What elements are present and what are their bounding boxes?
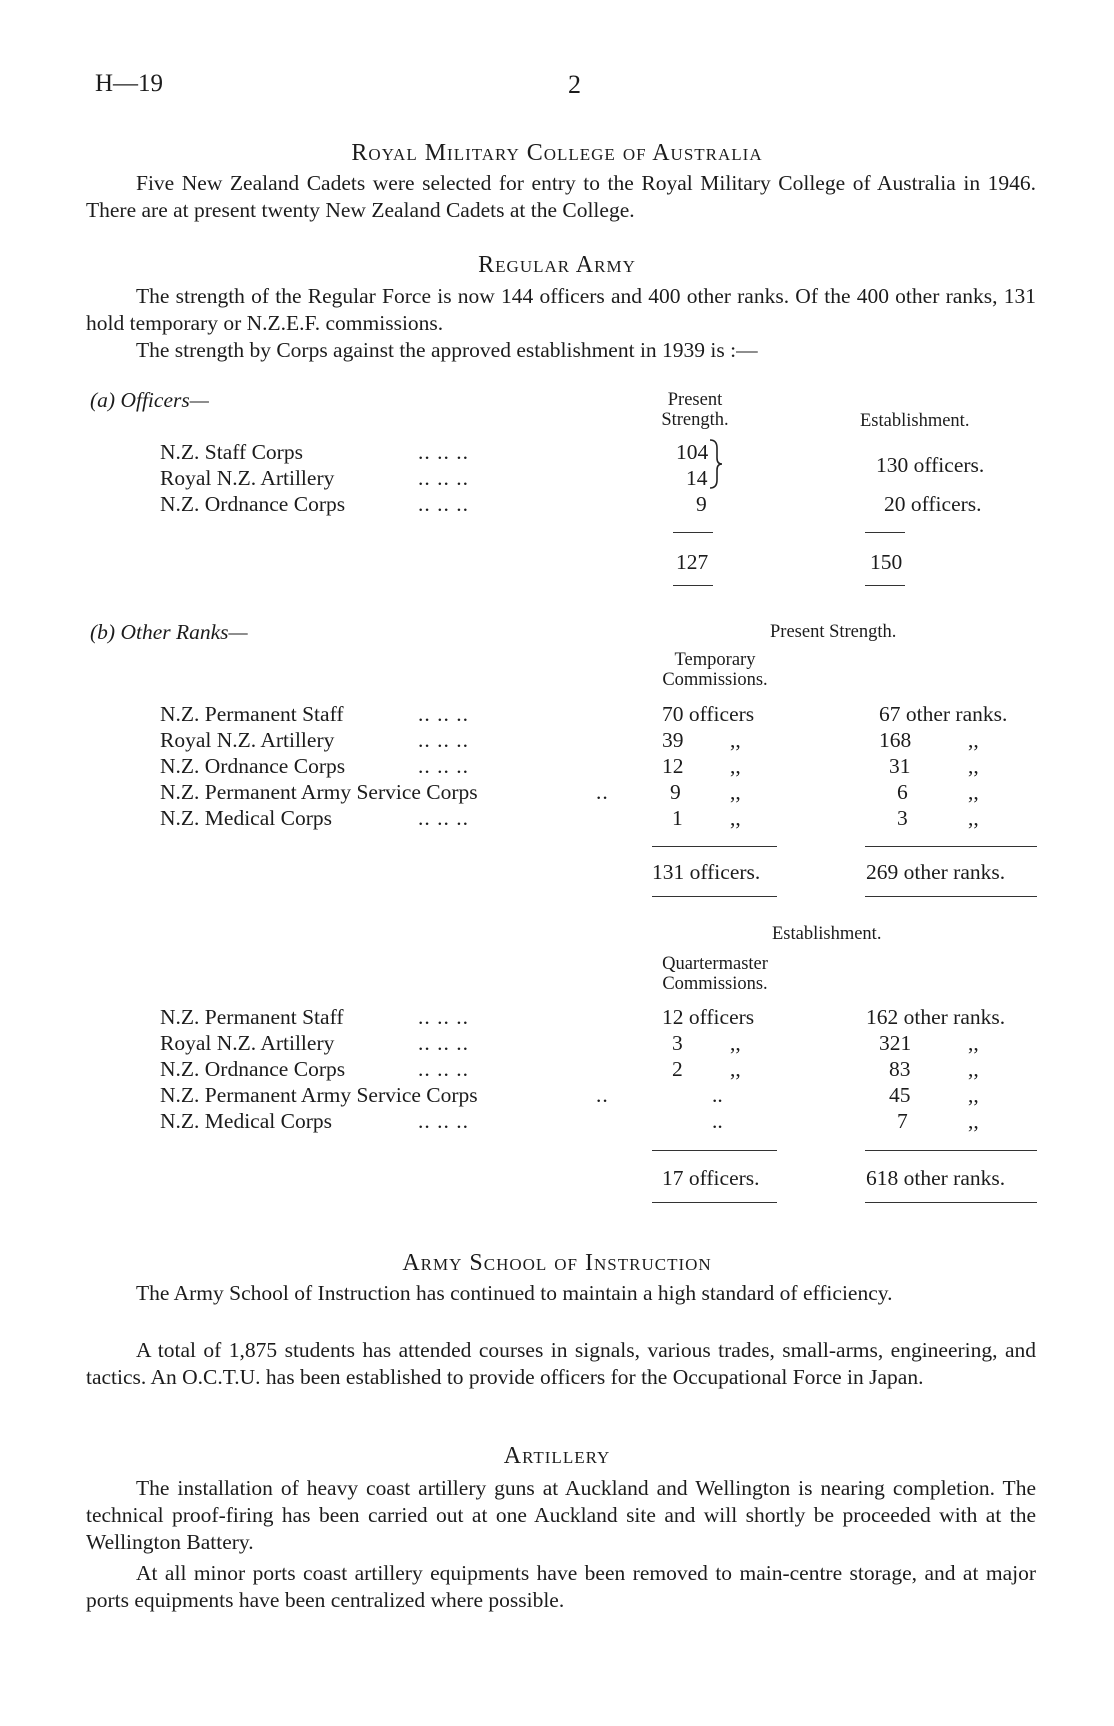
present-commissions: 12 [662,754,684,778]
officers-total-present: 127 [676,550,709,574]
temporary-commissions-heading: Temporary Commissions. [662,650,768,690]
present-corps: N.Z. Permanent Army Service Corps [160,780,478,804]
regular-army-heading: Regular Army [478,252,636,278]
ditto-mark: ,, [730,1057,741,1081]
present-other-ranks: 3 [897,806,908,830]
rule [865,585,905,586]
rule [652,1150,777,1151]
rule [865,846,1037,847]
artillery-paragraph-1: The installation of heavy coast artillery guns at Auckland and Wellington is nearing completion. The technical proof-firing has been carried out at one Auckland site and will shortly be proceeded with at the Wellington Battery. [86,1476,1036,1554]
rmc-paragraph: Five New Zealand Cadets were selected for entry to the Royal Military College of Australia in 1946. There are at present twenty New Zealand Cadets at the College. [86,171,1036,222]
officers-label [90,388,209,413]
establishment-corps: N.Z. Ordnance Corps [160,1057,346,1081]
present-total-commissions: 131 officers. [652,860,761,884]
ditto-mark: ,, [730,780,741,804]
establishment-total-ranks: 618 other ranks. [866,1166,1006,1190]
rule [652,896,777,897]
present-other-ranks: 6 [897,780,908,804]
leader-dots: .. .. .. [418,492,469,516]
establishment-corps: Royal N.Z. Artillery [160,1031,335,1055]
present-corps: Royal N.Z. Artillery [160,728,335,752]
leader-dots: .. .. .. [418,466,469,490]
present-other-ranks: 168 [879,728,912,752]
officers-col-present: Present Strength. [661,390,729,430]
establishment-other-ranks: 162 other ranks. [866,1005,1006,1029]
present-corps: N.Z. Permanent Staff [160,702,344,726]
officers-total-establishment: 150 [870,550,903,574]
establishment-commissions: 3 [672,1031,683,1055]
present-commissions: 70 officers [662,702,755,726]
establishment-commissions: 2 [672,1057,683,1081]
rule [673,532,713,533]
page-reference: H—19 [95,70,164,97]
present-commissions: 1 [672,806,683,830]
ditto-mark: ,, [730,728,741,752]
ditto-mark: ,, [968,780,979,804]
leader-dots: .. .. .. [418,806,469,830]
ditto-mark: ,, [968,1083,979,1107]
officers-col-establishment: Establishment. [860,411,970,431]
establishment-other-ranks: 83 [889,1057,911,1081]
present-commissions: 39 [662,728,684,752]
officers-corps: Royal N.Z. Artillery [160,466,335,490]
leader-dots: .. [596,1083,609,1107]
establishment-other-ranks: 45 [889,1083,911,1107]
rule [652,846,777,847]
officers-establishment-grouped: 130 officers. [876,453,985,477]
page-number: 2 [568,70,581,99]
rule [865,1150,1037,1151]
rule [865,532,905,533]
leader-dots: .. .. .. [418,754,469,778]
ditto-mark: ,, [968,1031,979,1055]
army-school-heading: Army School of Instruction [402,1250,712,1276]
officers-corps: N.Z. Staff Corps [160,440,303,464]
officers-establishment-ordnance: 20 officers. [884,492,982,516]
establishment-commissions: .. [712,1083,723,1107]
rule [673,585,713,586]
army-school-paragraph-1: The Army School of Instruction has continued to maintain a high standard of efficiency. [136,1281,893,1305]
regular-army-paragraph-1: The strength of the Regular Force is now 144 officers and 400 other ranks. Of the 400 other ranks, 131 hold temporary or N.Z.E.F. commissions. [86,284,1036,335]
present-other-ranks: 67 other ranks. [879,702,1008,726]
establishment-commissions: 12 officers [662,1005,755,1029]
ditto-mark: ,, [730,754,741,778]
leader-dots: .. .. .. [418,1057,469,1081]
establishment-other-ranks: 321 [879,1031,912,1055]
establishment-total-commissions: 17 officers. [662,1166,760,1190]
present-corps: N.Z. Medical Corps [160,806,332,830]
leader-dots: .. [596,780,609,804]
rule [652,1202,777,1203]
leader-dots: .. .. .. [418,1005,469,1029]
artillery-heading: Artillery [503,1443,611,1469]
ditto-mark: ,, [730,1031,741,1055]
leader-dots: .. .. .. [418,1031,469,1055]
officers-corps: N.Z. Ordnance Corps [160,492,346,516]
leader-dots: .. .. .. [418,728,469,752]
officers-present: 9 [696,492,707,516]
rule [865,896,1037,897]
officers-present: 104 [676,440,709,464]
artillery-paragraph-2: At all minor ports coast artillery equipments have been removed to main-centre storage, and at major ports equipments have been centralized where possible. [86,1561,1036,1612]
establishment-other-ranks: 7 [897,1109,908,1133]
ditto-mark: ,, [968,806,979,830]
leader-dots: .. .. .. [418,1109,469,1133]
establishment-corps: N.Z. Medical Corps [160,1109,332,1133]
leader-dots: .. .. .. [418,702,469,726]
ditto-mark: ,, [968,754,979,778]
establishment-heading: Establishment. [772,924,882,944]
ditto-mark: ,, [730,806,741,830]
other-ranks-label [90,620,248,645]
present-other-ranks: 31 [889,754,911,778]
establishment-corps: N.Z. Permanent Army Service Corps [160,1083,478,1107]
army-school-paragraph-2: A total of 1,875 students has attended courses in signals, various trades, small-arms, engineering, and tactics. An O.C.T.U. has been established to provide officers for the Occupational Force in Japan. [86,1338,1036,1389]
officers-label-text: Officers— [120,388,209,412]
rmc-heading: Royal Military College of Australia [351,140,763,166]
establishment-corps: N.Z. Permanent Staff [160,1005,344,1029]
ditto-mark: ,, [968,1057,979,1081]
other-ranks-label-prefix: (b) [90,620,116,644]
officers-present: 14 [686,466,708,490]
leader-dots: .. .. .. [418,440,469,464]
quartermaster-commissions-heading: Quartermaster Commissions. [662,954,768,994]
brace-icon [708,438,724,490]
present-total-ranks: 269 other ranks. [866,860,1006,884]
rule [865,1202,1037,1203]
ditto-mark: ,, [968,1109,979,1133]
present-commissions: 9 [670,780,681,804]
establishment-commissions: .. [712,1109,723,1133]
present-corps: N.Z. Ordnance Corps [160,754,346,778]
other-ranks-label-text: Other Ranks— [120,620,248,644]
present-strength-heading: Present Strength. [770,622,897,642]
regular-army-paragraph-2: The strength by Corps against the approved establishment in 1939 is :— [136,338,758,362]
ditto-mark: ,, [968,728,979,752]
officers-label-prefix: (a) [90,388,116,412]
